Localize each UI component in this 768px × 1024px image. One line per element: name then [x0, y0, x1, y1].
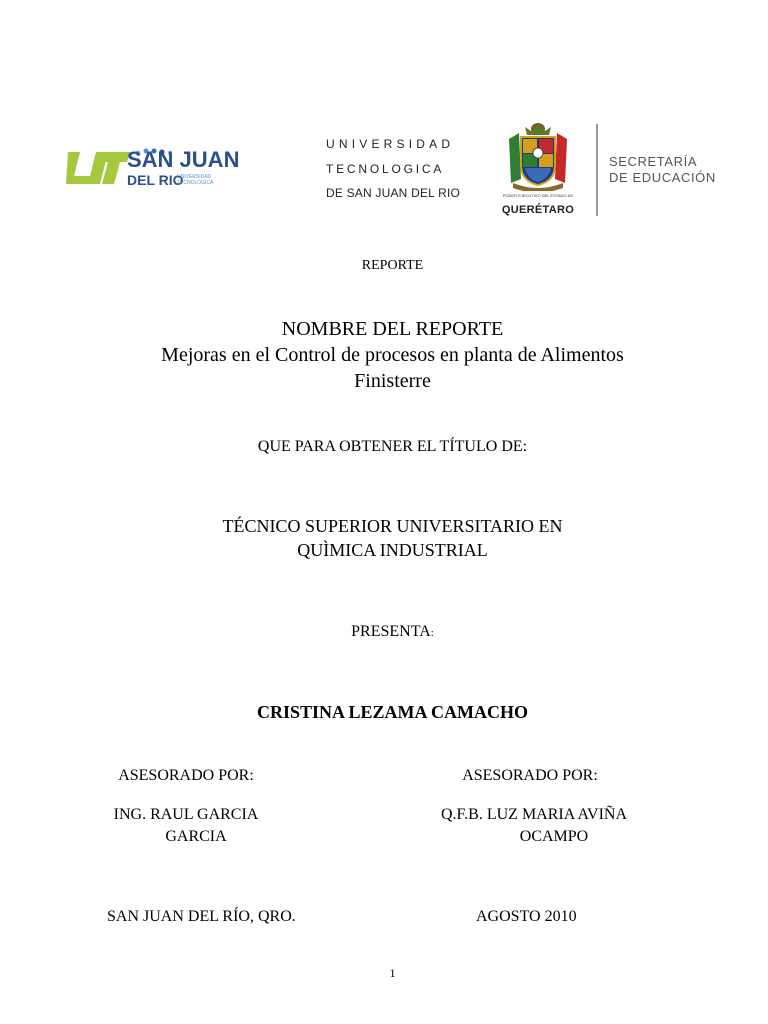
logo-divider: [596, 124, 598, 216]
advisor-left-name-line2: GARCIA: [165, 828, 227, 845]
place: SAN JUAN DEL RÍO, QRO.: [107, 908, 296, 925]
ut-logo-small-text: UNIVERSIDAD TECNOLÓGICA: [177, 174, 214, 186]
university-name-line1: UNIVERSIDAD: [326, 137, 455, 151]
secretaria-line2: DE EDUCACIÓN: [609, 170, 716, 185]
secretaria-line1: SECRETARÍA: [609, 154, 698, 169]
degree-intro: QUE PARA OBTENER EL TÍTULO DE:: [257, 438, 528, 455]
presenta-label: [0, 623, 768, 641]
university-name-line2: TECNOLOGICA: [326, 162, 445, 176]
advisor-left-label: ASESORADO POR:: [118, 767, 254, 784]
degree-line2: QUÌMICA INDUSTRIAL: [297, 540, 488, 560]
university-name-line3: DE SAN JUAN DEL RIO: [326, 186, 461, 200]
report-title-heading: NOMBRE DEL REPORTE: [281, 318, 504, 340]
ut-logo-name-line1: SAN JUAN: [127, 147, 240, 172]
ut-logo-name-line2: DEL RIO: [127, 172, 184, 188]
advisor-left-name-line1: ING. RAUL GARCIA: [113, 806, 259, 823]
coat-of-arms-icon: [505, 121, 571, 191]
document-label: REPORTE: [361, 258, 424, 273]
report-title-line2: Finisterre: [354, 370, 431, 392]
degree-line1: TÉCNICO SUPERIOR UNIVERSITARIO EN: [222, 516, 563, 536]
report-title-line1: Mejoras en el Control de procesos en planta de Alimentos: [161, 344, 624, 366]
advisor-right-label: ASESORADO POR:: [462, 767, 598, 784]
page-number: 1: [389, 966, 396, 980]
date: AGOSTO 2010: [476, 908, 577, 925]
advisor-right-name-line1: Q.F.B. LUZ MARIA AVIÑA: [441, 806, 627, 823]
advisor-right-name-line2: OCAMPO: [519, 828, 589, 845]
queretaro-name: QUERÉTARO: [501, 204, 575, 216]
presenta-text: PRESENTA: [351, 623, 431, 640]
presenta-colon: :: [430, 627, 434, 639]
queretaro-small-text: PODER EJECUTIVO DEL ESTADO DE: [502, 193, 574, 198]
author-name: CRISTINA LEZAMA CAMACHO: [256, 702, 529, 722]
